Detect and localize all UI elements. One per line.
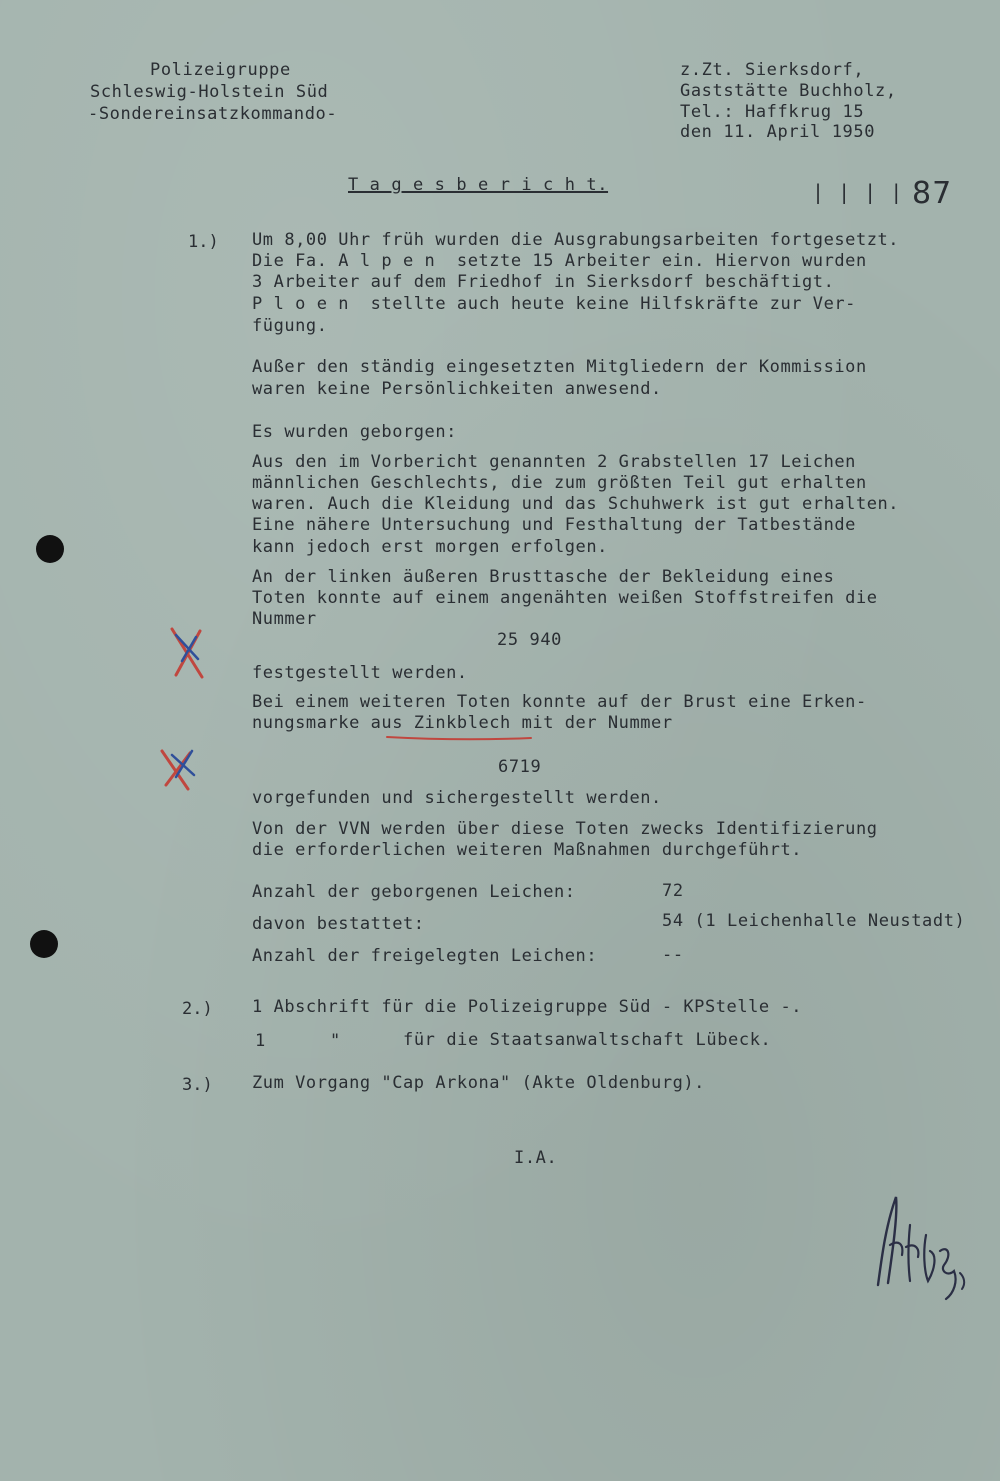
- header-right-line-3: Tel.: Haffkrug 15: [680, 102, 865, 122]
- para-2-line-1: Außer den ständig eingesetzten Mitgliedern der Kommission: [252, 357, 867, 377]
- para-7-line-1: Bei einem weiteren Toten konnte auf der Brust eine Erken-: [252, 692, 867, 712]
- para-5-line-2: Toten konnte auf einem angenähten weißen Stoffstreifen die: [252, 588, 878, 608]
- header-right-line-4: den 11. April 1950: [680, 122, 876, 142]
- header-right-line-2: Gaststätte Buchholz,: [680, 81, 897, 101]
- punch-hole-bottom: [30, 930, 58, 958]
- header-left-line-3: -Sondereinsatzkommando-: [88, 104, 338, 124]
- header-left-line-1: Polizeigruppe: [150, 60, 291, 80]
- para-5-line-1: An der linken äußeren Brusttasche der Bekleidung eines: [252, 567, 835, 587]
- stat-label-3: Anzahl der freigelegten Leichen:: [252, 946, 598, 966]
- cross-mark-2-icon: [158, 745, 202, 793]
- item-1-line-5: fügung.: [252, 316, 328, 336]
- item-2-label: 2.): [182, 999, 213, 1019]
- item-2-line-2-rest: für die Staatsanwaltschaft Lübeck.: [403, 1030, 772, 1050]
- para-9-line-1: Von der VVN werden über diese Toten zwecks Identifizierung: [252, 819, 878, 839]
- cross-mark-1-icon: [166, 625, 210, 683]
- para-2-line-2: waren keine Persönlichkeiten anwesend.: [252, 379, 662, 399]
- item-2-line-1: 1 Abschrift für die Polizeigruppe Süd - KPStelle -.: [252, 997, 803, 1017]
- signature-label: I.A.: [514, 1148, 558, 1168]
- page-number: 87: [912, 176, 953, 211]
- para-5-line-3: Nummer: [252, 609, 317, 629]
- number-25940: 25 940: [497, 630, 563, 650]
- para-3: Es wurden geborgen:: [252, 422, 457, 442]
- number-6719: 6719: [498, 757, 542, 777]
- document-title: T a g e s b e r i c h t.: [348, 175, 609, 195]
- punch-hole-top: [36, 535, 64, 563]
- para-4-line-4: Eine nähere Untersuchung und Festhaltung der Tatbestände: [252, 515, 856, 535]
- item-1-line-2: Die Fa. A l p e n setzte 15 Arbeiter ein. Hiervon wurden: [252, 251, 867, 271]
- item-1-label: 1.): [188, 232, 219, 252]
- item-2-line-2-ditto: ": [330, 1031, 341, 1051]
- stat-label-1: Anzahl der geborgenen Leichen:: [252, 882, 576, 902]
- header-left-line-2: Schleswig-Holstein Süd: [90, 82, 329, 102]
- item-1-line-4: P l o e n stellte auch heute keine Hilfskräfte zur Ver-: [252, 294, 856, 314]
- item-1-line-1: Um 8,00 Uhr früh wurden die Ausgrabungsarbeiten fortgesetzt.: [252, 230, 900, 250]
- para-6: festgestellt werden.: [252, 663, 468, 683]
- red-underline: [385, 733, 535, 743]
- para-4-line-3: waren. Auch die Kleidung und das Schuhwerk ist gut erhalten.: [252, 494, 900, 514]
- item-3-label: 3.): [182, 1075, 213, 1095]
- header-right-line-1: z.Zt. Sierksdorf,: [680, 60, 865, 80]
- para-4-line-1: Aus den im Vorbericht genannten 2 Grabstellen 17 Leichen: [252, 452, 856, 472]
- para-9-line-2: die erforderlichen weiteren Maßnahmen durchgeführt.: [252, 840, 803, 860]
- tally-marks: | | | |: [812, 180, 904, 204]
- item-1-line-3: 3 Arbeiter auf dem Friedhof in Sierksdorf beschäftigt.: [252, 272, 835, 292]
- stat-value-3: --: [662, 945, 684, 965]
- stat-value-2: 54 (1 Leichenhalle Neustadt): [662, 911, 966, 931]
- item-2-line-2-count: 1: [255, 1031, 266, 1051]
- item-3-line: Zum Vorgang "Cap Arkona" (Akte Oldenburg).: [252, 1073, 705, 1093]
- para-4-line-2: männlichen Geschlechts, die zum größten Teil gut erhalten: [252, 473, 867, 493]
- handwritten-signature: [868, 1185, 978, 1305]
- stat-label-2: davon bestattet:: [252, 914, 425, 934]
- stat-value-1: 72: [662, 881, 684, 901]
- para-8: vorgefunden und sichergestellt werden.: [252, 788, 662, 808]
- para-4-line-5: kann jedoch erst morgen erfolgen.: [252, 537, 608, 557]
- para-7-line-2: nungsmarke aus Zinkblech mit der Nummer: [252, 713, 673, 733]
